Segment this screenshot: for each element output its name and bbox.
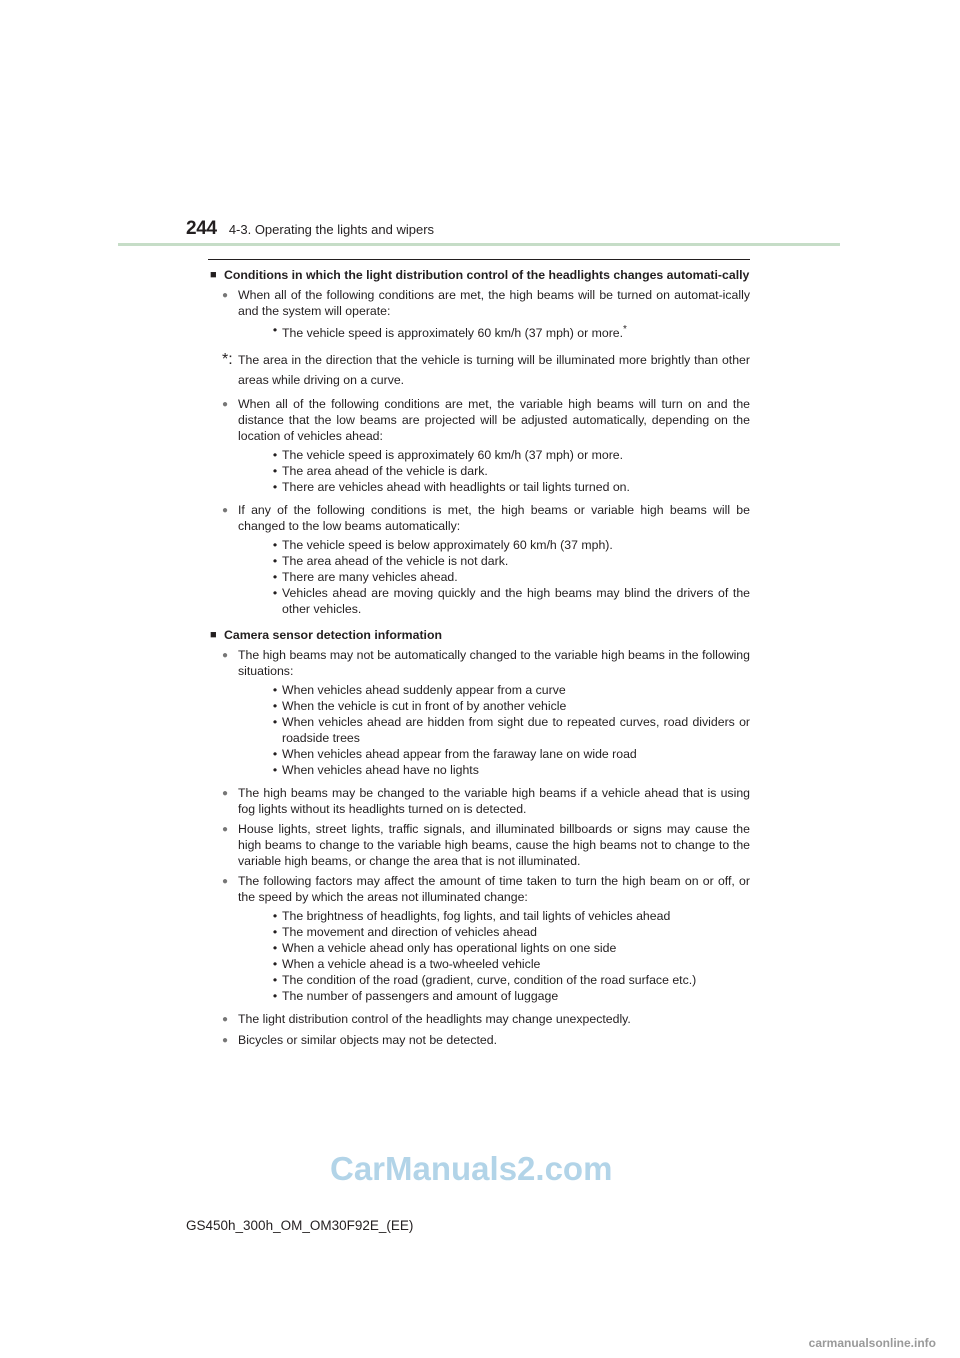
bullet-icon: • <box>272 909 278 924</box>
page-number: 244 <box>186 218 217 239</box>
section-heading-camera-sensor: ■ Camera sensor detection information <box>210 628 442 643</box>
list-item: ● If any of the following conditions is met, the high beams or variable high beams will be changed to the low beams automatically: • The vehicle speed is below approximately 60 km/h (37 mph). • The area ahead of the vehicle is not dark. • There are many vehicles ahead. • Vehicles ahead are moving quickly and the high beams may blind the drivers of the other vehicles. <box>210 502 750 620</box>
list-item: ● The light distribution control of the headlights may change unexpectedly. <box>222 1012 631 1027</box>
list-item: ● The high beams may not be automatically changed to the variable high beams in the following situations: • When vehicles ahead suddenly appear from a curve • When the vehicle is cut in front of by another vehicle • When vehicles ahead are hidden from sight due to repeated curves, road dividers or roadside trees • When vehicles ahead appear from the faraway lane on wide road • When vehicles ahead have no lights <box>210 647 750 781</box>
square-marker-icon: ■ <box>210 269 217 281</box>
bullet-icon: • <box>272 925 278 940</box>
bullet-icon: • <box>272 554 278 569</box>
content-rule <box>208 259 750 260</box>
dot-marker-icon: ● <box>222 824 229 836</box>
bullet-icon: • <box>272 989 278 1004</box>
bullet-icon: • <box>272 957 278 972</box>
bullet-icon: • <box>272 480 278 495</box>
page-header <box>186 218 434 240</box>
watermark: CarManuals2.com <box>330 1150 613 1187</box>
bullet-icon: • <box>272 715 278 730</box>
list-item: ● When all of the following conditions are met, the variable high beams will turn on and the distance that the low beams are projected will be adjusted automatically, depending on the location of vehicles ahead: • The vehicle speed is approximately 60 km/h (37 mph) or more. • The area ahead of the vehicle is dark. • There are vehicles ahead with headlights or tail lights turned on. <box>210 396 750 498</box>
bullet-icon: • <box>272 683 278 698</box>
list-item: ● The high beams may be changed to the variable high beams if a vehicle ahead that is using fog lights without its headlights turned on is detected. <box>222 786 750 817</box>
section-heading-light-distribution: ■ Conditions in which the light distribution control of the headlights changes automati-cally <box>210 268 750 282</box>
dot-marker-icon: ● <box>222 1014 229 1026</box>
footnote-mark: *: <box>222 351 233 369</box>
list-item: ● Bicycles or similar objects may not be detected. <box>222 1033 498 1048</box>
bullet-icon: • <box>272 538 278 553</box>
bullet-icon: • <box>272 570 278 585</box>
bullet-icon: • <box>272 448 278 463</box>
bullet-icon: • <box>272 323 278 337</box>
list-item: ● When all of the following conditions are met, the high beams will be turned on automat-ically and the system will operate: • The vehicle speed is approximately 60 km/h (37 mph) or more.* <box>210 287 750 344</box>
corner-watermark: carmanualsonline.info <box>808 1336 936 1350</box>
content <box>210 267 750 1049</box>
bullet-icon: • <box>272 699 278 714</box>
dot-marker-icon: ● <box>222 290 229 301</box>
dot-marker-icon: ● <box>222 1035 229 1047</box>
header-rule <box>118 243 840 246</box>
bullet-icon: • <box>272 763 278 778</box>
bullet-icon: • <box>272 941 278 956</box>
dot-marker-icon: ● <box>222 505 229 517</box>
section-title: 4-3. Operating the lights and wipers <box>228 222 435 237</box>
bullet-icon: • <box>272 586 278 601</box>
dot-marker-icon: ● <box>222 876 229 888</box>
dot-marker-icon: ● <box>222 399 229 411</box>
list-item: ● House lights, street lights, traffic signals, and illuminated billboards or signs may cause the high beams to change to the variable high beams, cause the high beams not to change to the variable high beams, or change the area that is not illuminated. <box>222 822 750 869</box>
bullet-icon: • <box>272 747 278 762</box>
bullet-icon: • <box>272 973 278 988</box>
bullet-icon: • <box>272 464 278 479</box>
footnote-ref: * <box>623 324 627 335</box>
square-marker-icon: ■ <box>210 629 217 642</box>
footer-code: GS450h_300h_OM_OM30F92E_(EE) <box>186 1218 414 1233</box>
dot-marker-icon: ● <box>222 650 229 662</box>
footnote: *: The area in the direction that the vehicle is turning will be illuminated more brightly than other areas while driving on a curve. <box>222 350 750 390</box>
dot-marker-icon: ● <box>222 788 229 800</box>
list-item: ● The following factors may affect the amount of time taken to turn the high beam on or off, or the speed by which the areas not illuminated change: • The brightness of headlights, fog lights, and tail lights of vehicles ahead • The movement and direction of vehicles ahead • When a vehicle ahead only has operational lights on one side • When a vehicle ahead is a two-wheeled vehicle • The condition of the road (gradient, curve, condition of the road surface etc.) • The number of passengers and amount of luggage <box>210 873 750 1007</box>
